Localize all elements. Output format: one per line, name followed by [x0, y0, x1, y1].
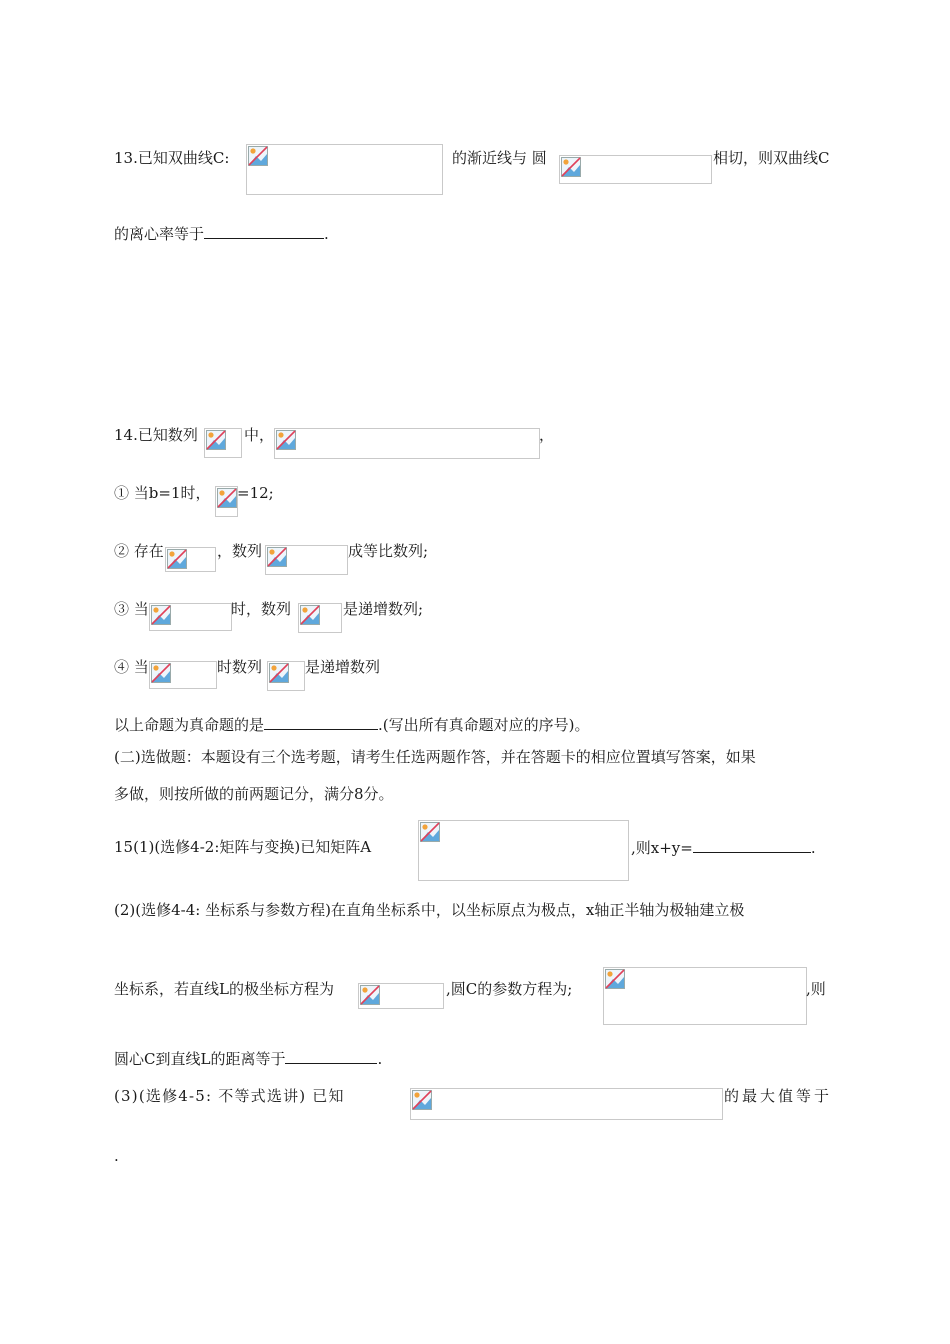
answer-blank-13 — [204, 223, 324, 239]
q13-line2-text: 的离心率等于 — [114, 225, 205, 243]
q15-p2-dot: . — [377, 1050, 383, 1068]
section2-line2: 多做，则按所做的前两题记分，满分8分。 — [114, 785, 394, 803]
broken-image-icon — [167, 549, 187, 569]
formula-image-item4-seq — [267, 661, 305, 691]
q15-p3-dot: . — [114, 1147, 119, 1165]
formula-image-param-circle — [603, 967, 807, 1025]
formula-image-hyperbola — [246, 144, 443, 195]
formula-image-item3-seq — [298, 603, 342, 633]
q15-p2-line3-text: 圆心C到直线L的距离等于 — [114, 1050, 286, 1068]
answer-blank-14 — [264, 714, 378, 730]
broken-image-icon — [151, 605, 171, 625]
q15-p2-line3 — [114, 1048, 382, 1069]
formula-image-circle — [559, 155, 712, 184]
q14-prefix: 14.已知数列 — [114, 426, 198, 444]
broken-image-icon — [561, 157, 581, 177]
q14-mid: 中， — [244, 426, 275, 444]
broken-image-icon — [420, 822, 440, 842]
q14-item1-b: =12; — [237, 484, 274, 502]
broken-image-icon — [300, 605, 320, 625]
q15-p3-a: (3)(选修4-5: 不等式选讲) 已知 — [114, 1087, 345, 1105]
formula-image-item4-cond — [149, 661, 217, 689]
q13-line2 — [114, 223, 329, 244]
q14-item3-c: 是递增数列; — [343, 600, 424, 618]
q15-p2-line2-c: ,则 — [806, 980, 826, 998]
formula-image-item2-exists — [165, 547, 216, 572]
q14-item3-b: 时，数列 — [231, 600, 292, 618]
answer-blank-15-2 — [285, 1048, 377, 1064]
q14-item4-c: 是递增数列 — [305, 658, 381, 676]
broken-image-icon — [360, 985, 380, 1005]
q14-item4-a: ④ 当 — [114, 658, 149, 676]
section2-line1: (二)选做题：本题设有三个选考题，请考生任选两题作答，并在答题卡的相应位置填写答案，如果 — [114, 748, 756, 766]
formula-image-item3-cond — [149, 603, 232, 631]
q14-summary-a: 以上命题为真命题的是 — [114, 716, 265, 734]
formula-image-seq — [204, 428, 242, 458]
formula-image-inequality — [410, 1088, 723, 1120]
q13-mid: 的渐近线与 圆 — [452, 149, 547, 167]
broken-image-icon — [217, 488, 237, 508]
q14-item2-a: ② 存在 — [114, 542, 164, 560]
q15-p1-b-line — [631, 837, 816, 858]
broken-image-icon — [248, 146, 268, 166]
formula-image-matrix — [418, 820, 629, 881]
broken-image-icon — [412, 1090, 432, 1110]
broken-image-icon — [206, 430, 226, 450]
answer-blank-15-1 — [693, 837, 811, 853]
q14-summary-b: .(写出所有真命题对应的序号)。 — [378, 716, 590, 734]
q14-item2-c: 成等比数列; — [348, 542, 429, 560]
q14-item4-b: 时数列 — [217, 658, 263, 676]
q15-p2-line2-a: 坐标系，若直线L的极坐标方程为 — [114, 980, 334, 998]
q14-item1-a: ① 当b=1时， — [114, 484, 211, 502]
q13-dot: . — [324, 225, 329, 243]
q14-item3-a: ③ 当 — [114, 600, 149, 618]
q15-p1-dot: . — [810, 839, 816, 857]
formula-image-recurrence — [274, 428, 540, 459]
q15-p1-b: ,则x+y= — [631, 839, 693, 857]
broken-image-icon — [605, 969, 625, 989]
broken-image-icon — [276, 430, 296, 450]
formula-image-item1 — [215, 486, 238, 517]
q15-p2-line2-b: ,圆C的参数方程为; — [446, 980, 573, 998]
formula-image-item2-seq — [265, 545, 348, 575]
q14-summary — [114, 714, 590, 735]
broken-image-icon — [151, 663, 171, 683]
broken-image-icon — [269, 663, 289, 683]
q15-p1-a: 15(1)(选修4-2:矩阵与变换)已知矩阵A — [114, 838, 372, 856]
formula-image-polar-line — [358, 983, 444, 1009]
q15-p2-line1: (2)(选修4-4: 坐标系与参数方程)在直角坐标系中，以坐标原点为极点，x轴正半轴为极轴建立极 — [114, 901, 745, 919]
q14-item2-b: ，数列 — [217, 542, 263, 560]
q14-comma: ， — [539, 426, 555, 444]
q13-suffix: 相切，则双曲线C — [713, 149, 830, 167]
q15-p3-b: 的最大值等于 — [724, 1087, 833, 1105]
broken-image-icon — [267, 547, 287, 567]
q13-prefix: 13.已知双曲线C: — [114, 149, 230, 167]
